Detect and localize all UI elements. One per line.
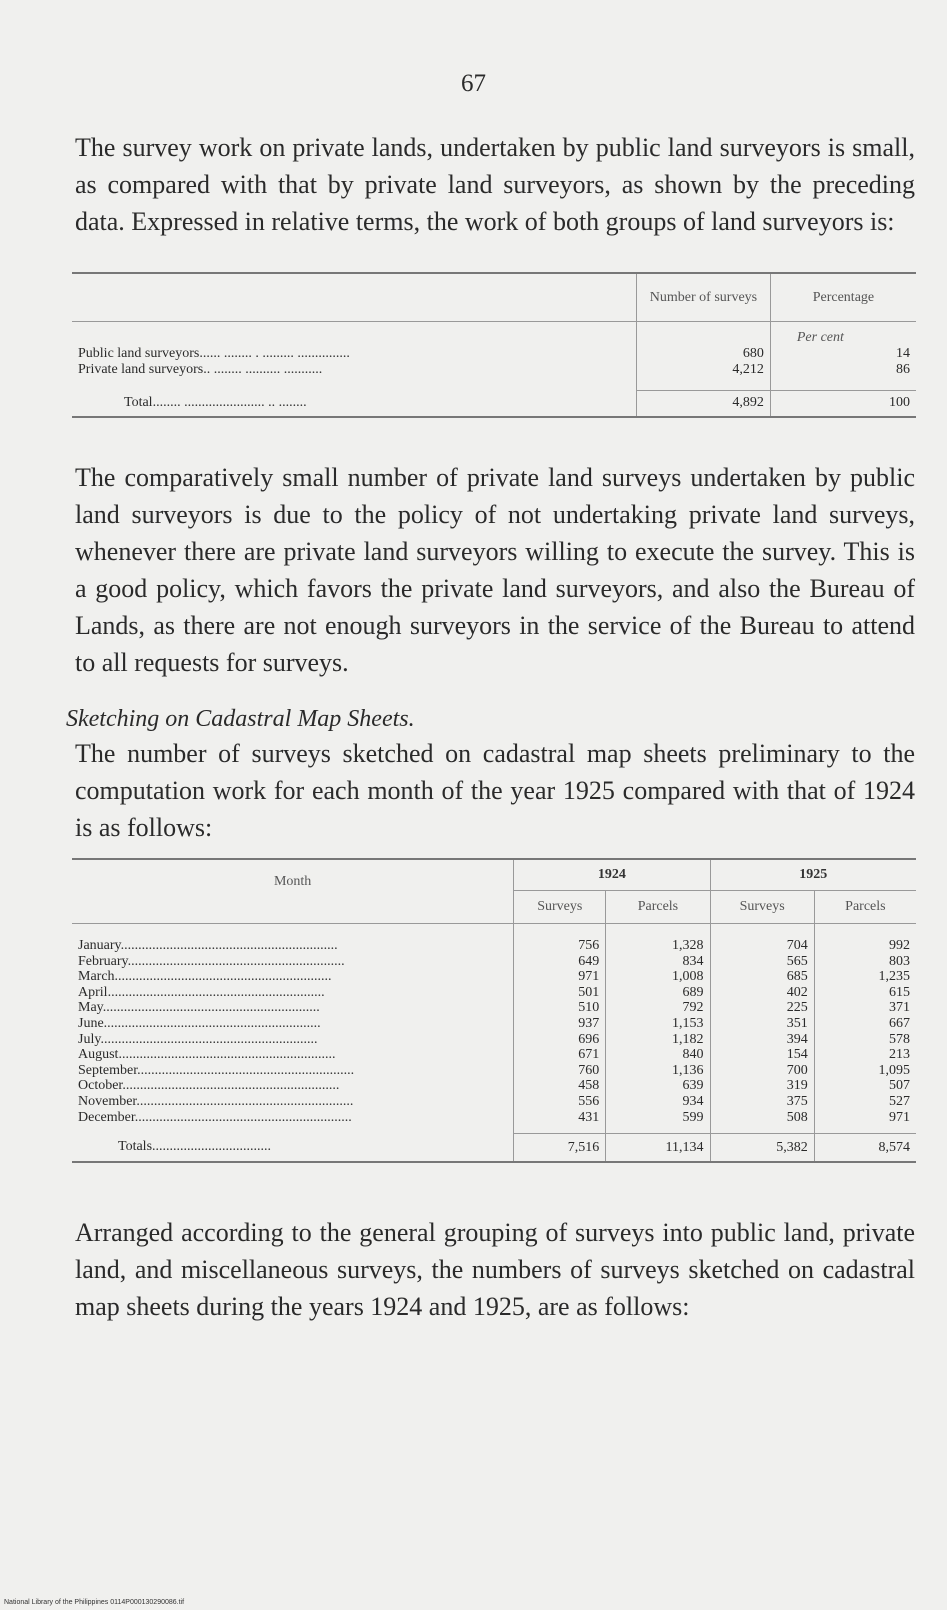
month-value-cell: 510	[514, 1000, 606, 1016]
table1-row-pct: 86	[770, 362, 916, 378]
month-value-cell: 371	[814, 1000, 916, 1016]
surveys-1925-header: Surveys	[710, 891, 814, 924]
totals-cell: 8,574	[814, 1133, 916, 1162]
month-value-cell: 934	[606, 1094, 710, 1110]
month-value-cell: 803	[814, 954, 916, 970]
table-row	[72, 1032, 916, 1048]
table-row	[72, 1047, 916, 1063]
paragraph-intro: The survey work on private lands, undertaken by public land surveyors is small, as compared with that by private land surveyors, as shown by the preceding data. Expressed in relative terms, the work of both groups of land surveyors is:	[75, 133, 915, 236]
month-value-cell: 508	[710, 1110, 814, 1126]
table-row	[72, 969, 916, 985]
month-label: December..............................................................	[78, 1109, 352, 1125]
table1-count-header: Number of surveys	[637, 273, 771, 322]
month-value-cell: 971	[814, 1110, 916, 1126]
table1-total-pct: 100	[770, 390, 916, 417]
month-value-cell: 225	[710, 1000, 814, 1016]
month-value-cell: 685	[710, 969, 814, 985]
totals-label: Totals..................................	[118, 1139, 272, 1155]
month-label: January..............................................................	[78, 938, 338, 953]
month-value-cell: 578	[814, 1032, 916, 1048]
table-row	[72, 1110, 916, 1126]
month-value-cell: 671	[514, 1047, 606, 1063]
month-label: August..............................................................	[78, 1047, 336, 1063]
month-value-cell: 1,136	[606, 1063, 710, 1079]
table1-label-header	[72, 273, 637, 322]
month-value-cell: 760	[514, 1063, 606, 1079]
table-row	[72, 938, 916, 954]
month-label: March..............................................................	[78, 969, 332, 985]
totals-cell: 5,382	[710, 1133, 814, 1162]
table-row	[72, 1094, 916, 1110]
month-value-cell: 704	[710, 938, 814, 954]
month-value-cell: 1,328	[606, 938, 710, 954]
table1-row-pct: 14	[770, 346, 916, 362]
month-label: June..............................................................	[78, 1015, 321, 1031]
table1-total-label: Total........ ....................... .. ........	[124, 395, 307, 410]
paragraph-grouping: Arranged according to the general grouping of surveys into public land, private land, and miscellaneous surveys, the numbers of surveys sketched on cadastral map sheets during the years 1924 and 1925, are as follows:	[75, 1218, 915, 1321]
table1-row-count: 680	[637, 346, 771, 362]
month-value-cell: 556	[514, 1094, 606, 1110]
table-row	[72, 1016, 916, 1032]
month-value-cell: 992	[814, 938, 916, 954]
totals-cell: 7,516	[514, 1133, 606, 1162]
table1-row-label: Private land surveyors.. ........ .......... ...........	[78, 362, 323, 377]
month-value-cell: 615	[814, 985, 916, 1001]
month-value-cell: 351	[710, 1016, 814, 1032]
month-value-cell: 840	[606, 1047, 710, 1063]
month-label: May..............................................................	[78, 1000, 320, 1016]
table1-pct-header: Percentage	[770, 273, 916, 322]
table1-row-label: Public land surveyors...... ........ . ......... ...............	[78, 346, 350, 361]
parcels-1924-header: Parcels	[606, 891, 710, 924]
paragraph-monthly: The number of surveys sketched on cadastral map sheets preliminary to the computation work for each month of the year 1925 compared with that of 1924 is as follows:	[75, 739, 915, 842]
month-value-cell: 458	[514, 1078, 606, 1094]
month-value-cell: 565	[710, 954, 814, 970]
paragraph-policy: The comparatively small number of private land surveys undertaken by public land surveyors is due to the policy of not undertaking private land surveys, whenever there are private land surveyors willing to execute the survey. This is a good policy, which favors the private land surveyors, and also the Bureau of Lands, as there are not enough surveyors in the service of the Bureau to attend to all requests for surveys.	[75, 463, 915, 677]
month-value-cell: 639	[606, 1078, 710, 1094]
month-value-cell: 213	[814, 1047, 916, 1063]
month-value-cell: 689	[606, 985, 710, 1001]
month-value-cell: 756	[514, 938, 606, 954]
month-value-cell: 527	[814, 1094, 916, 1110]
year-1924-header: 1924	[514, 859, 710, 891]
month-value-cell: 1,235	[814, 969, 916, 985]
section-heading: Sketching on Cadastral Map Sheets.	[66, 706, 415, 732]
table1-unit: Per cent	[770, 322, 916, 347]
table1-row-count: 4,212	[637, 362, 771, 378]
month-value-cell: 394	[710, 1032, 814, 1048]
month-header: Month	[72, 859, 514, 924]
totals-cell: 11,134	[606, 1133, 710, 1162]
month-value-cell: 501	[514, 985, 606, 1001]
month-value-cell: 1,153	[606, 1016, 710, 1032]
month-value-cell: 1,008	[606, 969, 710, 985]
month-value-cell: 834	[606, 954, 710, 970]
page-number: 67	[461, 70, 486, 97]
month-value-cell: 1,182	[606, 1032, 710, 1048]
month-label: July..............................................................	[78, 1031, 318, 1047]
month-value-cell: 971	[514, 969, 606, 985]
table-row	[72, 985, 916, 1001]
month-label: February..............................................................	[78, 953, 345, 969]
month-value-cell: 402	[710, 985, 814, 1001]
surveyor-percentage-table	[72, 272, 916, 418]
year-1925-header: 1925	[710, 859, 916, 891]
month-label: September..............................................................	[78, 1062, 355, 1078]
parcels-1925-header: Parcels	[814, 891, 916, 924]
month-label: April..............................................................	[78, 984, 325, 1000]
month-label: November..............................................................	[78, 1093, 354, 1109]
month-value-cell: 154	[710, 1047, 814, 1063]
month-value-cell: 375	[710, 1094, 814, 1110]
table-row	[72, 1000, 916, 1016]
monthly-sketching-table	[72, 858, 916, 1163]
month-value-cell: 696	[514, 1032, 606, 1048]
month-label: October..............................................................	[78, 1078, 340, 1094]
footer-credit: National Library of the Philippines 0114P000130290086.tif	[4, 1599, 185, 1606]
month-value-cell: 700	[710, 1063, 814, 1079]
month-value-cell: 667	[814, 1016, 916, 1032]
month-value-cell: 431	[514, 1110, 606, 1126]
table1-total-count: 4,892	[637, 390, 771, 417]
month-value-cell: 507	[814, 1078, 916, 1094]
month-value-cell: 937	[514, 1016, 606, 1032]
table-row	[72, 1078, 916, 1094]
surveys-1924-header: Surveys	[514, 891, 606, 924]
month-value-cell: 792	[606, 1000, 710, 1016]
month-value-cell: 599	[606, 1110, 710, 1126]
month-value-cell: 319	[710, 1078, 814, 1094]
month-value-cell: 649	[514, 954, 606, 970]
table-row	[72, 1063, 916, 1079]
table-row	[72, 954, 916, 970]
month-value-cell: 1,095	[814, 1063, 916, 1079]
